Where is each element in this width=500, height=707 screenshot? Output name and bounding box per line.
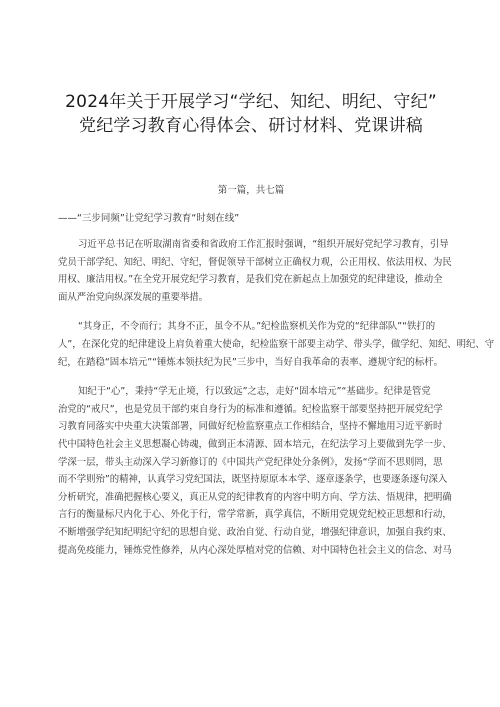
- title-line-1: 2024年关于开展学习“学纪、知纪、明纪、守纪”: [65, 92, 437, 112]
- text-line: 提高免疫能力，锤炼党性修养，从内心深处厚植对党的信赖、对中国特色社会主义的信念、对马: [58, 544, 452, 556]
- text-line: 知纪于“心”，秉持“学无止境，行以致远”之志，走好“固本培元”“基础步。纪律是管党: [78, 386, 431, 398]
- article-subtitle: ——“三步同频”让党纪学习教育“时刻在线”: [58, 213, 240, 224]
- document-title: [58, 90, 444, 138]
- text-line: 治党的“戒尺”，也是党员干部约束自身行为的标准和遵循。纪检监察干部要坚持把开展党纪学: [58, 403, 443, 415]
- text-line: 党员干部学纪、知纪、明纪、守纪，督促领导干部树立正确权力观，公正用权、依法用权、为民: [58, 256, 452, 268]
- text-line: 而不学则殆”的精神，认真学习党纪国法，既坚持原原本本学、逐章逐条学，也要逐条逐句深入: [58, 474, 448, 486]
- article-body: [58, 236, 495, 559]
- title-line-2: 党纪学习教育心得体会、研讨材料、党课讲稿: [79, 116, 423, 136]
- text-line: 面从严治党向纵深发展的重要举措。: [58, 291, 209, 303]
- text-line: 用权、廉洁用权。”在全党开展党纪学习教育，是我们党在新起点上加强党的纪律建设，推动全: [58, 274, 443, 286]
- text-line: 习教育同落实中央重大决策部署，同做好纪检监察重点工作相结合，坚持不懈地用习近平新时: [58, 421, 443, 433]
- text-line: 纪，在踏稳“固本培元”“锤炼本领扶纪为民”三步中，当好自我革命的表率、遵规守纪的标杆。: [58, 356, 444, 368]
- paragraph-2: [58, 318, 495, 371]
- paragraph-3: [58, 383, 452, 559]
- text-line: 不断增强学纪知纪明纪守纪的思想自觉、政治自觉、行动自觉，增强纪律意识，加强自我约束、: [58, 526, 452, 538]
- text-line: 人”，在深化党的纪律建设上肩负着重大使命，纪检监察干部要主动学、带头学，做学纪、知纪、明纪、守: [58, 338, 495, 350]
- text-line: 代中国特色社会主义思想凝心铸魂，做到正本清源、固本培元，在纪法学习上要做到先学一步、: [58, 438, 452, 450]
- text-line: 学深一层，带头主动深入学习新修订的《中国共产党纪律处分条例》，发扬“学而不思则罔，思: [58, 456, 443, 468]
- text-line: 习近平总书记在听取湖南省委和省政府工作汇报时强调，“组织开展好党纪学习教育，引导: [78, 239, 449, 250]
- paragraph-1: [58, 236, 452, 306]
- text-line: 分析研究，准确把握核心要义，真正从党的纪律教育的内容中明方向、学方法、悟规律，把明确: [58, 491, 452, 503]
- chapter-label: 第一篇，共七篇: [217, 185, 285, 196]
- text-line: 言行的衡量标尺内化于心、外化于行，常学常新，真学真信，不断用党规党纪校正思想和行动，: [58, 509, 452, 521]
- text-line: “其身正，不令而行；其身不正，虽令不从。”纪检监察机关作为党的“纪律部队”“铁打的: [78, 321, 436, 333]
